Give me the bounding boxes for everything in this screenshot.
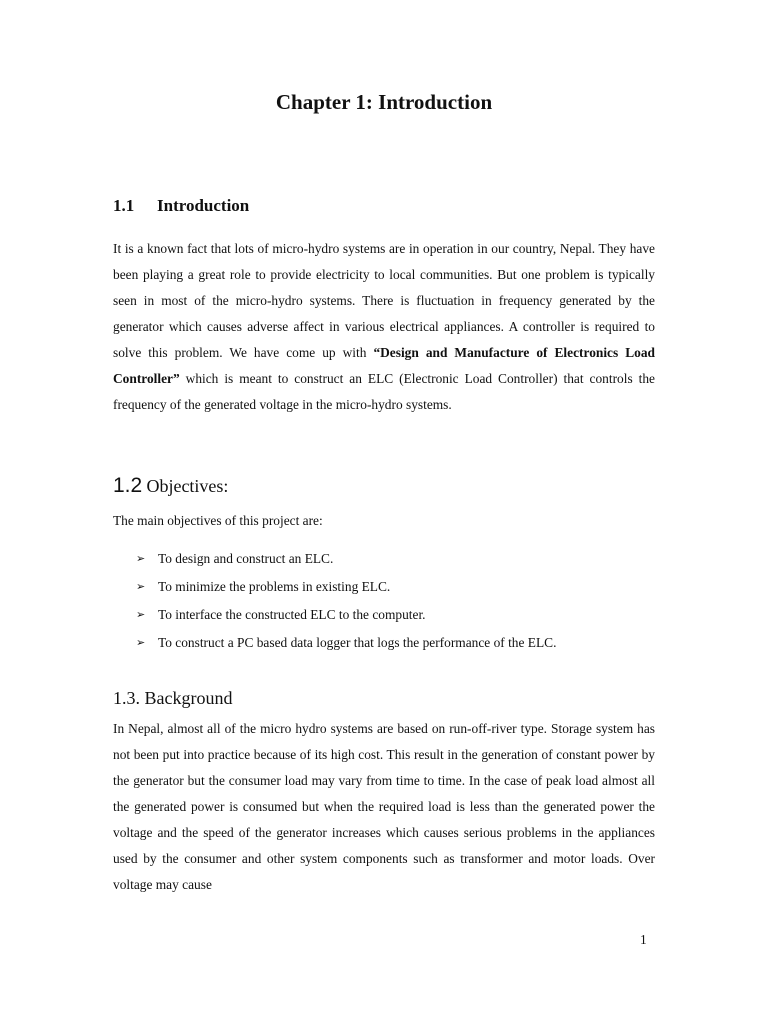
arrow-bullet-icon: ➢: [136, 608, 146, 621]
section-heading-background: 1.3. Background: [113, 688, 233, 708]
arrow-bullet-icon: ➢: [136, 552, 146, 565]
objectives-list: [136, 545, 556, 657]
paragraph-text: which is meant to construct an ELC (Electronic Load Controller) that controls the frequency of the generated voltage in the micro-hydro systems.: [113, 371, 655, 412]
list-item-text: To interface the constructed ELC to the computer.: [158, 607, 426, 622]
introduction-paragraph: [113, 236, 655, 418]
section-number: 1.2: [113, 474, 143, 497]
list-item: [136, 601, 556, 629]
list-item: [136, 629, 556, 657]
list-item: [136, 573, 556, 601]
arrow-bullet-icon: ➢: [136, 636, 146, 649]
section-number: 1.1: [113, 196, 135, 215]
section-heading-introduction: [113, 196, 249, 216]
paragraph-text: It is a known fact that lots of micro-hydro systems are in operation in our country, Nepal. They have been playing a great role to provide electricity to local communities. But one problem is typically seen in most of the micro-hydro systems. There is fluctuation in frequency generated by the generator which causes adverse affect in various electrical appliances. A controller is required to solve this problem. We have come up with: [113, 241, 655, 360]
arrow-bullet-icon: ➢: [136, 580, 146, 593]
project-title-bold: “Design and Manufacture of Electronics Load Controller”: [113, 345, 655, 386]
list-item-text: To construct a PC based data logger that logs the performance of the ELC.: [158, 635, 557, 650]
list-item: [136, 545, 556, 573]
section-title: Introduction: [157, 196, 250, 215]
list-item-text: To design and construct an ELC.: [158, 551, 334, 566]
page-number: 1: [640, 932, 647, 947]
objectives-lead: The main objectives of this project are:: [113, 513, 323, 528]
list-item-text: To minimize the problems in existing ELC.: [158, 579, 391, 594]
section-title: Objectives:: [146, 476, 229, 496]
background-paragraph: In Nepal, almost all of the micro hydro systems are based on run-off-river type. Storage system has not been put into practice because of its high cost. This result in the generation of constant power by the generator but the consumer load may vary from time to time. In the case of peak load almost all the generated power is consumed but when the required load is less than the generated power the voltage and the speed of the generator increases which causes serious problems in the appliances used by the consumer and other system components such as transformer and motor loads. Over voltage may cause: [113, 721, 655, 892]
chapter-title: Chapter 1: Introduction: [275, 90, 493, 114]
section-heading-objectives: [113, 474, 228, 498]
